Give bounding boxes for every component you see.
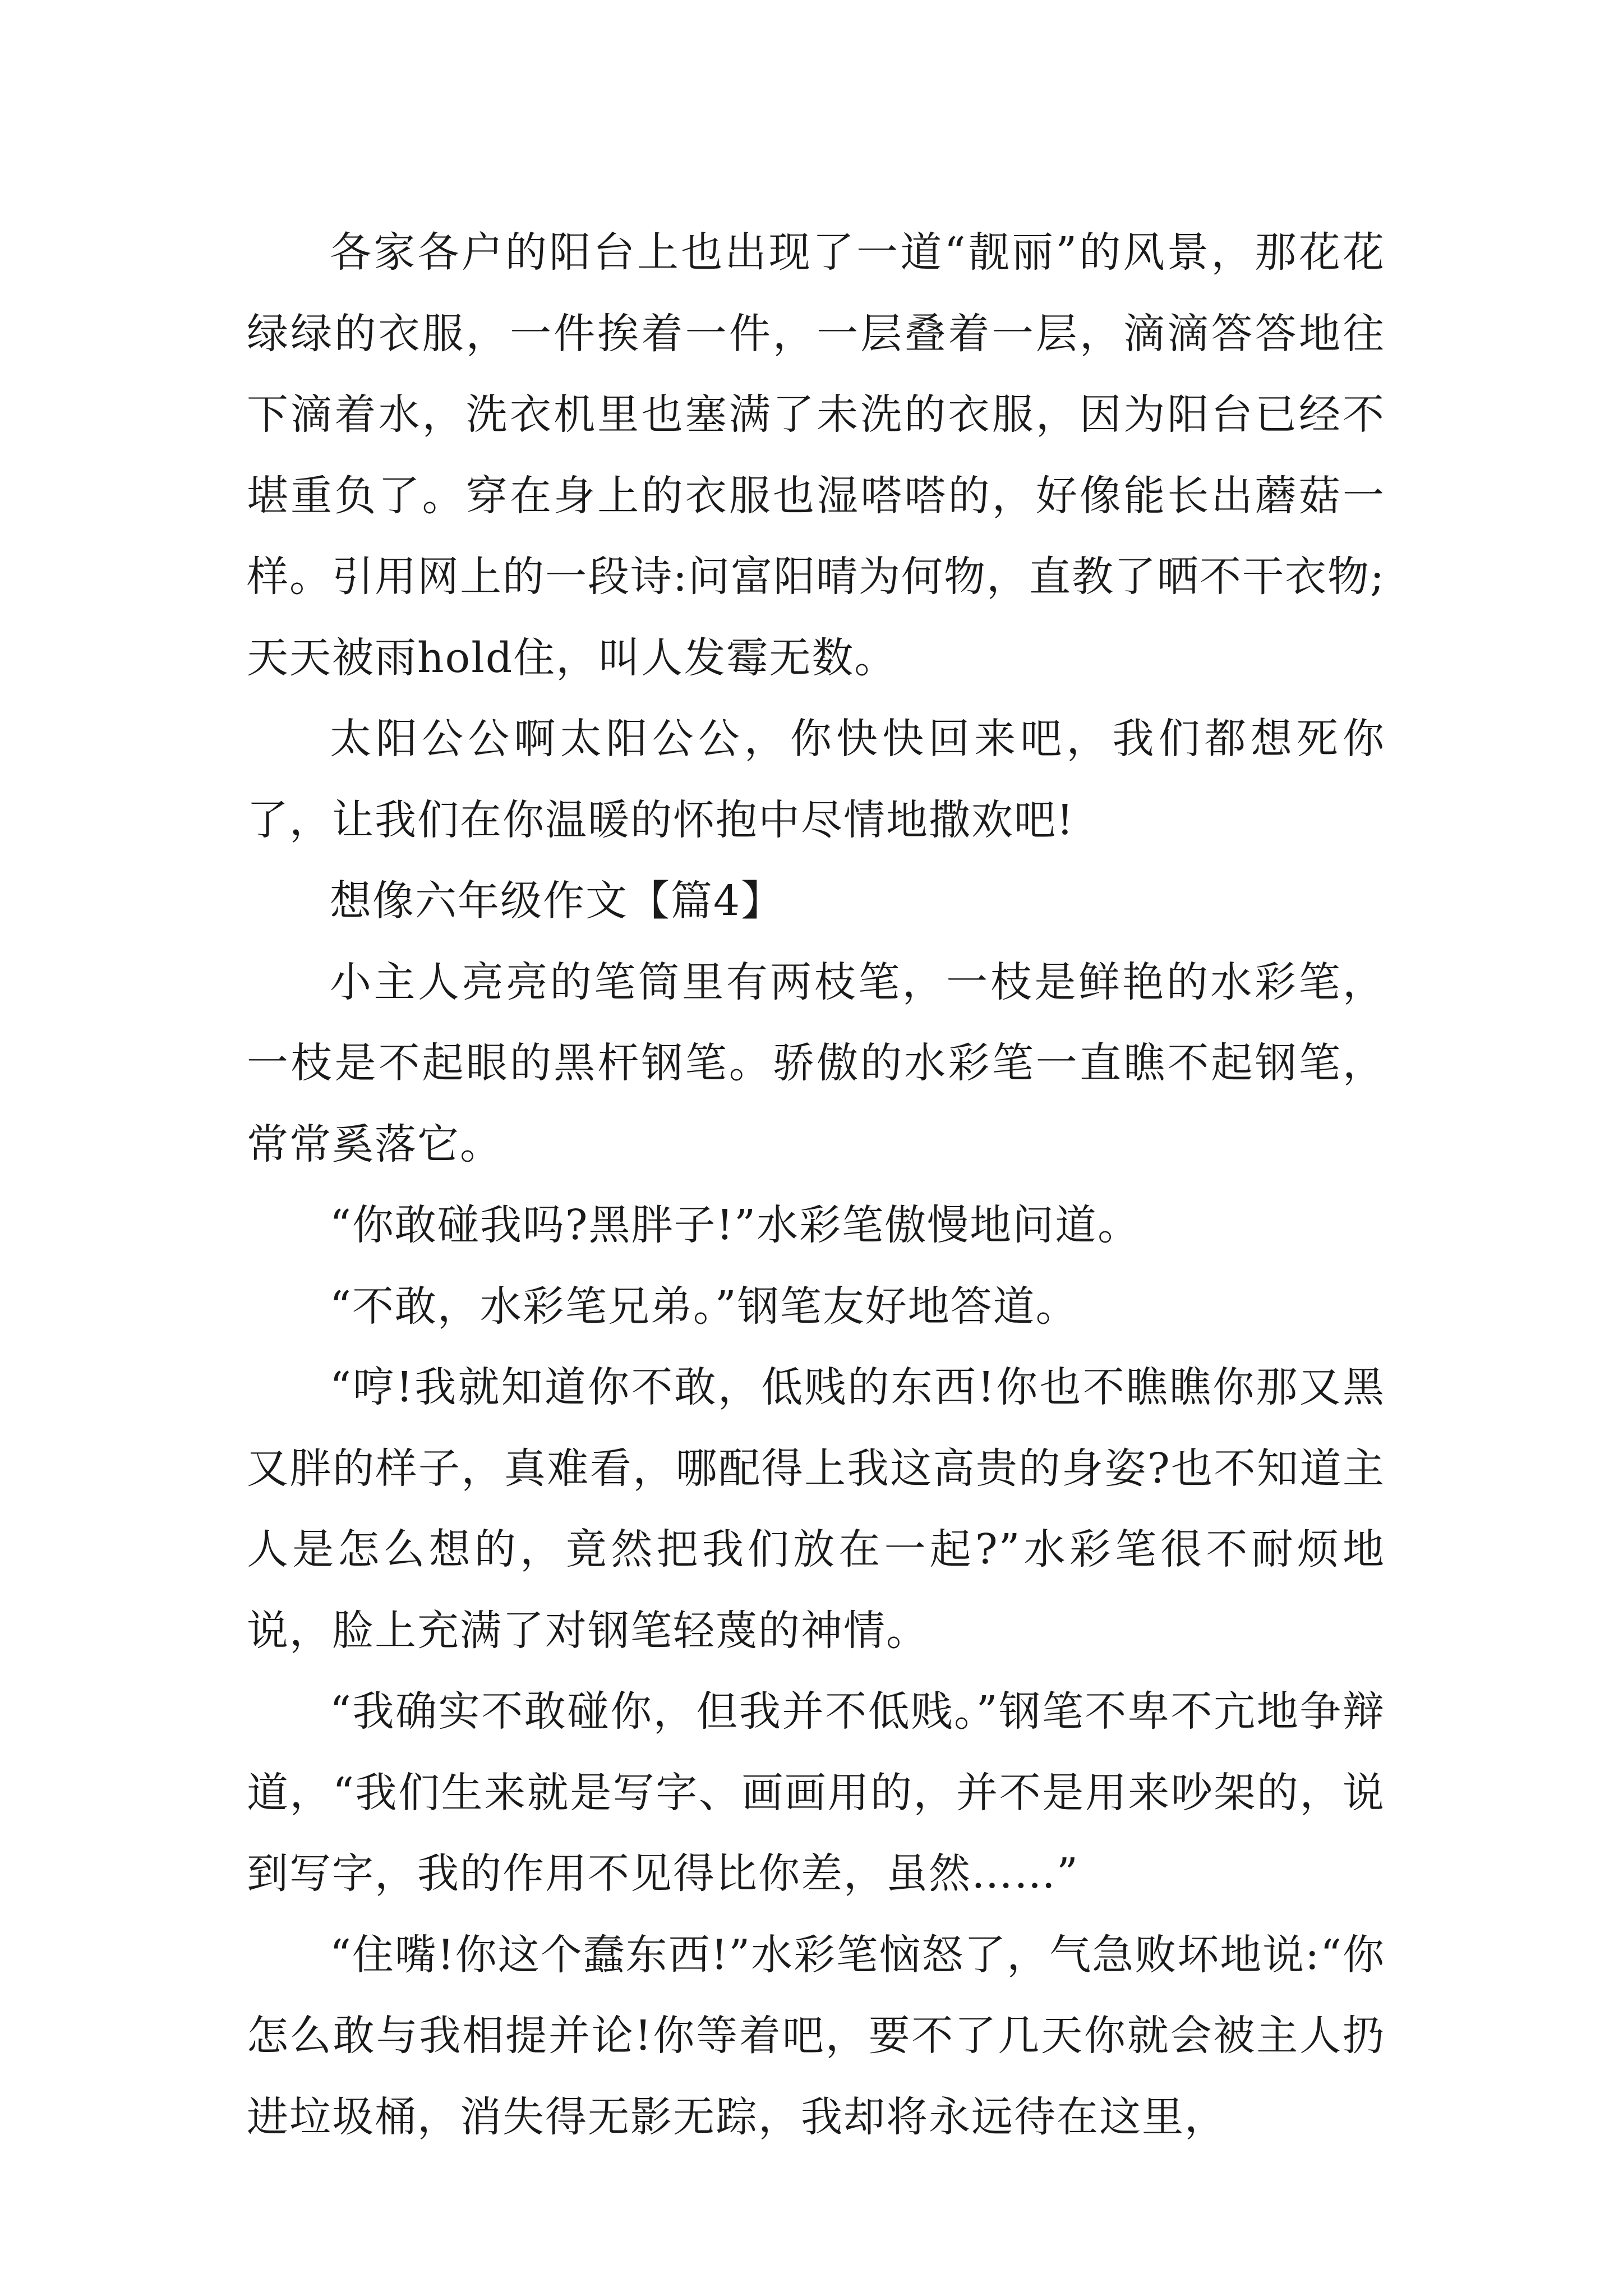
dialog-line: “不敢，水彩笔兄弟。”钢笔友好地答道。 bbox=[330, 1282, 1078, 1331]
dialog-line: “住嘴!你这个蠢东西!”水彩笔恼怒了，气急败坏地说:“你怎么敢与我相提并论!你等着吧，要不了几天你就会被主人扔进垃圾桶，消失得无影无踪，我却将永远待在这里， bbox=[247, 1930, 1385, 2141]
dialog-line: “哼!我就知道你不敢，低贱的东西!你也不瞧瞧你那又黑又胖的样子，真难看，哪配得上我这高贵的身姿?也不知道主人是怎么想的，竟然把我们放在一起?”水彩笔很不耐烦地说，脸上充满了对钢笔轻蔑的神情。 bbox=[247, 1363, 1385, 1655]
body-text bbox=[247, 212, 1385, 2157]
dialog-line: “你敢碰我吗?黑胖子!”水彩笔傲慢地问道。 bbox=[330, 1201, 1141, 1249]
paragraph-two-pens: 小主人亮亮的笔筒里有两枝笔，一枝是鲜艳的水彩笔，一枝是不起眼的黑杆钢笔。骄傲的水彩笔一直瞧不起钢笔，常常奚落它。 bbox=[247, 958, 1385, 1168]
paragraph-sun-plea: 太阳公公啊太阳公公，你快快回来吧，我们都想死你了，让我们在你温暖的怀抱中尽情地撒欢吧! bbox=[247, 715, 1385, 844]
paragraph-balcony-laundry: 各家各户的阳台上也出现了一道“靓丽”的风景，那花花绿绿的衣服，一件挨着一件，一层叠着一层，滴滴答答地往下滴着水，洗衣机里也塞满了未洗的衣服，因为阳台已经不堪重负了。穿在身上的衣服也湿嗒嗒的，好像能长出蘑菇一样。引用网上的一段诗:问富阳晴为何物，直教了晒不干衣物;天天被雨hold住，叫人发霉无数。 bbox=[247, 228, 1385, 682]
section-heading: 想像六年级作文【篇4】 bbox=[330, 877, 784, 925]
dialog-line: “我确实不敢碰你，但我并不低贱。”钢笔不卑不亢地争辩道，“我们生来就是写字、画画用的，并不是用来吵架的，说到写字，我的作用不见得比你差，虽然……” bbox=[247, 1687, 1385, 1898]
